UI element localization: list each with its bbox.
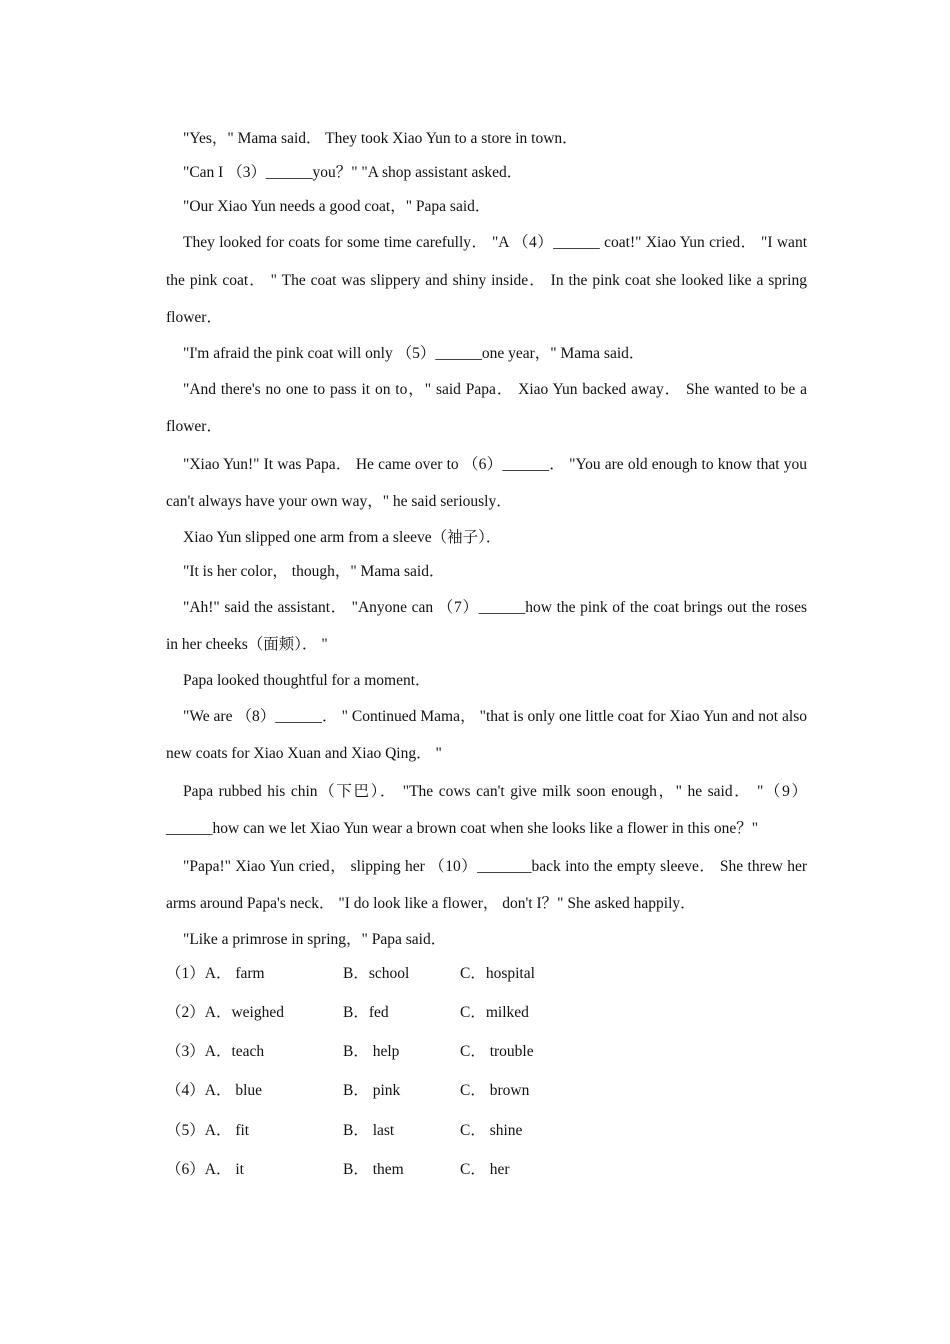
answer-options bbox=[166, 959, 807, 1195]
option-b: B． them bbox=[343, 1160, 404, 1178]
passage-paragraph: "It is her color， though，" Mama said． bbox=[183, 562, 445, 580]
option-b: B． help bbox=[343, 1043, 400, 1061]
passage-paragraph: Xiao Yun slipped one arm from a sleeve（袖子）． bbox=[183, 528, 502, 546]
document-page bbox=[166, 122, 807, 1194]
passage-paragraph: Papa looked thoughtful for a moment． bbox=[183, 671, 431, 689]
passage-paragraph: "Like a primrose in spring，" Papa said． bbox=[183, 930, 447, 948]
passage-paragraph: "Ah!" said the assistant． "Anyone can （7）______how the pink of the coat brings out the roses in her cheeks（面颊）． " bbox=[166, 598, 807, 653]
passage-paragraph: "And there's no one to pass it on to，" said Papa． Xiao Yun backed away． She wanted to be a flower． bbox=[166, 380, 807, 435]
passage-paragraph: "I'm afraid the pink coat will only （5）______one year，" Mama said． bbox=[183, 344, 645, 362]
option-b: B．school bbox=[343, 964, 410, 982]
passage-paragraph: "Yes，" Mama said． They took Xiao Yun to a store in town． bbox=[183, 130, 578, 147]
option-row bbox=[166, 959, 807, 998]
option-c: C．hospital bbox=[460, 964, 535, 982]
passage-paragraph: "We are （8）______． " Continued Mama， "that is only one little coat for Xiao Yun and not also new coats for Xiao Xuan and Xiao Qing． " bbox=[166, 707, 807, 762]
option-b: B． pink bbox=[343, 1082, 401, 1100]
option-a: （1）A． farm bbox=[166, 964, 265, 982]
option-a: （2）A．weighed bbox=[166, 1003, 284, 1021]
option-c: C． her bbox=[460, 1160, 510, 1178]
option-row bbox=[166, 1037, 807, 1076]
option-a: （6）A． it bbox=[166, 1160, 244, 1178]
option-a: （4）A． blue bbox=[166, 1082, 263, 1100]
passage-paragraph: Papa rubbed his chin（下巴）． "The cows can't give milk soon enough，" he said． "（9）______how can we let Xiao Yun wear a brown coat when she looks like a flower in this one？" bbox=[166, 782, 807, 837]
reading-passage bbox=[166, 122, 807, 957]
option-c: C． shine bbox=[460, 1121, 523, 1139]
option-c: C． brown bbox=[460, 1082, 530, 1100]
option-a: （3）A．teach bbox=[166, 1043, 265, 1061]
passage-paragraph: "Can I （3）______you？" "A shop assistant asked． bbox=[183, 164, 523, 181]
option-b: B． last bbox=[343, 1121, 395, 1139]
passage-paragraph: They looked for coats for some time carefully． "A （4）______ coat!" Xiao Yun cried． "I want the pink coat． " The coat was slippery and shiny inside． In the pink coat she looked like a spring flower． bbox=[166, 234, 807, 326]
option-row bbox=[166, 1116, 807, 1155]
option-a: （5）A． fit bbox=[166, 1121, 250, 1139]
option-row bbox=[166, 1155, 807, 1194]
option-c: C． trouble bbox=[460, 1043, 534, 1061]
option-b: B．fed bbox=[343, 1003, 389, 1021]
option-row bbox=[166, 998, 807, 1037]
option-c: C．milked bbox=[460, 1003, 529, 1021]
passage-paragraph: "Papa!" Xiao Yun cried， slipping her （10）_______back into the empty sleeve． She threw her arms around Papa's neck． "I do look like a flower， don't I？" She asked happily． bbox=[166, 857, 807, 912]
option-row bbox=[166, 1076, 807, 1115]
passage-paragraph: "Our Xiao Yun needs a good coat，" Papa said． bbox=[183, 198, 491, 215]
passage-paragraph: "Xiao Yun!" It was Papa． He came over to （6）______． "You are old enough to know that you can't always have your own way，" he said seriously． bbox=[166, 455, 807, 510]
